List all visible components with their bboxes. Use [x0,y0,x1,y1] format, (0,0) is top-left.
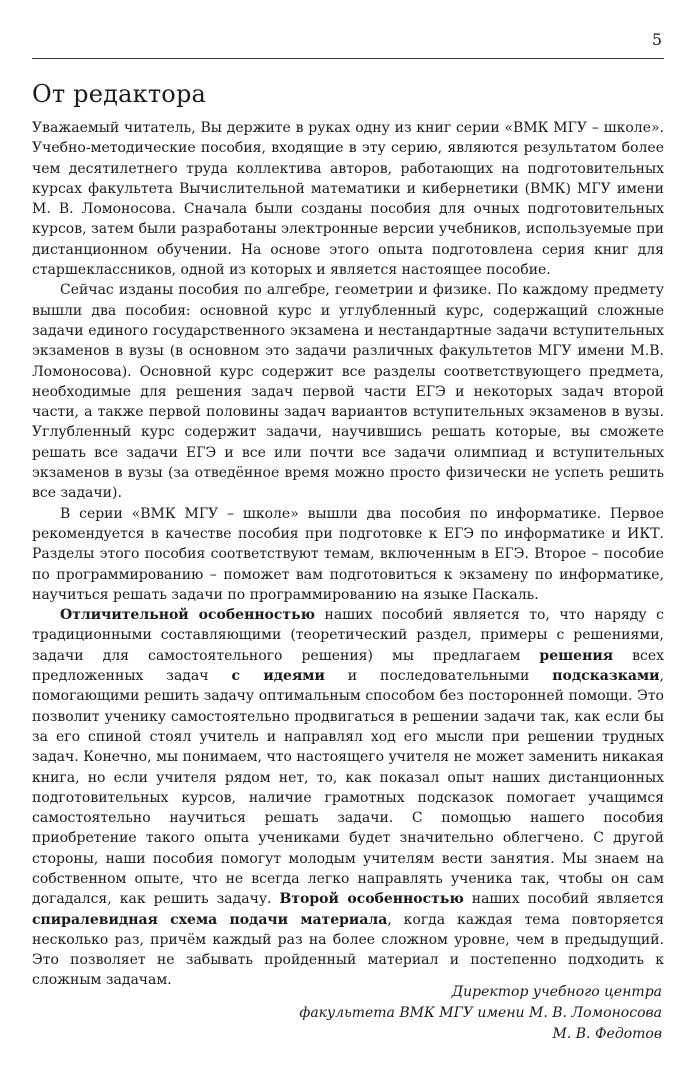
signature-faculty: факультета ВМК МГУ имени М. В. Ломоносова [299,1005,662,1021]
text-run: наших пособий является то, что наряду с традиционными составляющими (теоретический раздел, примеры с решениями, задачи для самостоятельного решения) мы предлагаем [32,607,665,664]
paragraph-subjects: Сейчас изданы пособия по алгебре, геометрии и физике. По каждому предмету вышли два пособия: основной курс и углубленный курс, содержащий сложные задачи единого государственного экзамена и нестандартные задачи вступительных экзаменов в вузы (в основном это задачи различных факультетов МГУ имени М.В. Ломоносова). Основной курс содержит все разделы соответствующего предмета, необходимые для решения задач первой части ЕГЭ и некоторых задач второй части, а также первой половины задач вариантов вступительных экзаменов в вузы. Углубленный курс содержит задачи, научившись решать которые, вы сможете решать все задачи ЕГЭ и все или почти все задачи олимпиад и вступительных экзаменов в вузы (за отведённое время можно просто физически не успеть решить все задачи). [32,282,664,502]
header-rule [32,58,664,59]
paragraph-features [32,605,664,991]
bold-phrase: решения [539,647,614,664]
signature-position: Директор учебного центра [451,984,662,1000]
bold-phrase: Отличительной особенностью [60,607,315,624]
bold-phrase: подсказками [552,668,660,685]
section-title: От редактора [32,80,207,108]
paragraph-informatics: В серии «ВМК МГУ – школе» вышли два пособия по информатике. Первое рекомендуется в качестве пособия при подготовке к ЕГЭ по информатике и ИКТ. Разделы этого пособия соответствуют темам, включенным в ЕГЭ. Второе – пособие по программированию – поможет вам подготовиться к экзамену по информатике, научиться решать задачи по программированию на языке Паскаль. [32,505,664,603]
paragraph-intro: Уважаемый читатель, Вы держите в руках одну из книг серии «ВМК МГУ – школе». Учебно-методические пособия, входящие в эту серию, являются результатом более чем десятилетнего труда коллектива авторов, работающих на подготовительных курсах факультета Вычислительной математики и кибернетики (ВМК) МГУ имени М. В. Ломоносова. Сначала были созданы пособия для очных подготовительных курсов, затем были разработаны электронные версии учебников, используемые при дистанционном обучении. На основе этого опыта подготовлена серия книг для старшеклассников, одной из которых и является настоящее пособие. [32,120,664,279]
signature-block [299,982,662,1045]
signature-author: М. В. Федотов [552,1026,662,1042]
bold-phrase: спиралевидная схема подачи материала [32,911,388,928]
text-run: , когда каждая тема повторяется несколько раз, причём каждый раз на более сложном уровне, чем в предыдущий. Это позволяет не забывать пройденный материал и постепенно подходить к сложным задачам. [32,911,664,989]
body-text [32,118,664,991]
text-run: и последовательными [324,668,553,685]
bold-phrase: Второй особенностью [279,891,464,908]
bold-phrase: с идеями [231,668,325,685]
page-number: 5 [651,30,662,49]
text-run: наших пособий является [463,891,664,908]
text-run: всех предложенных задач [32,647,664,685]
text-run: , помогающими решить задачу оптимальным способом без посторонней помощи. Это позволит ученику самостоятельно продвигаться в решении задачи так, как если бы за его спиной стоял учитель и направлял ход его мысли при решении трудных задач. Конечно, мы понимаем, что настоящего учителя не может заменить никакая книга, но если учителя рядом нет, то, как показал опыт наших дистанционных подготовительных курсов, наличие грамотных подсказок помогает учащимся самостоятельно научиться решать задачи. С помощью нашего пособия приобретение такого опыта учениками будет значительно облегчено. С другой стороны, наши пособия помогут молодым учителям вести занятия. Мы знаем на собственном опыте, что не всегда легко направлять ученика так, чтобы он сам догадался, как решить задачу. [32,668,664,908]
